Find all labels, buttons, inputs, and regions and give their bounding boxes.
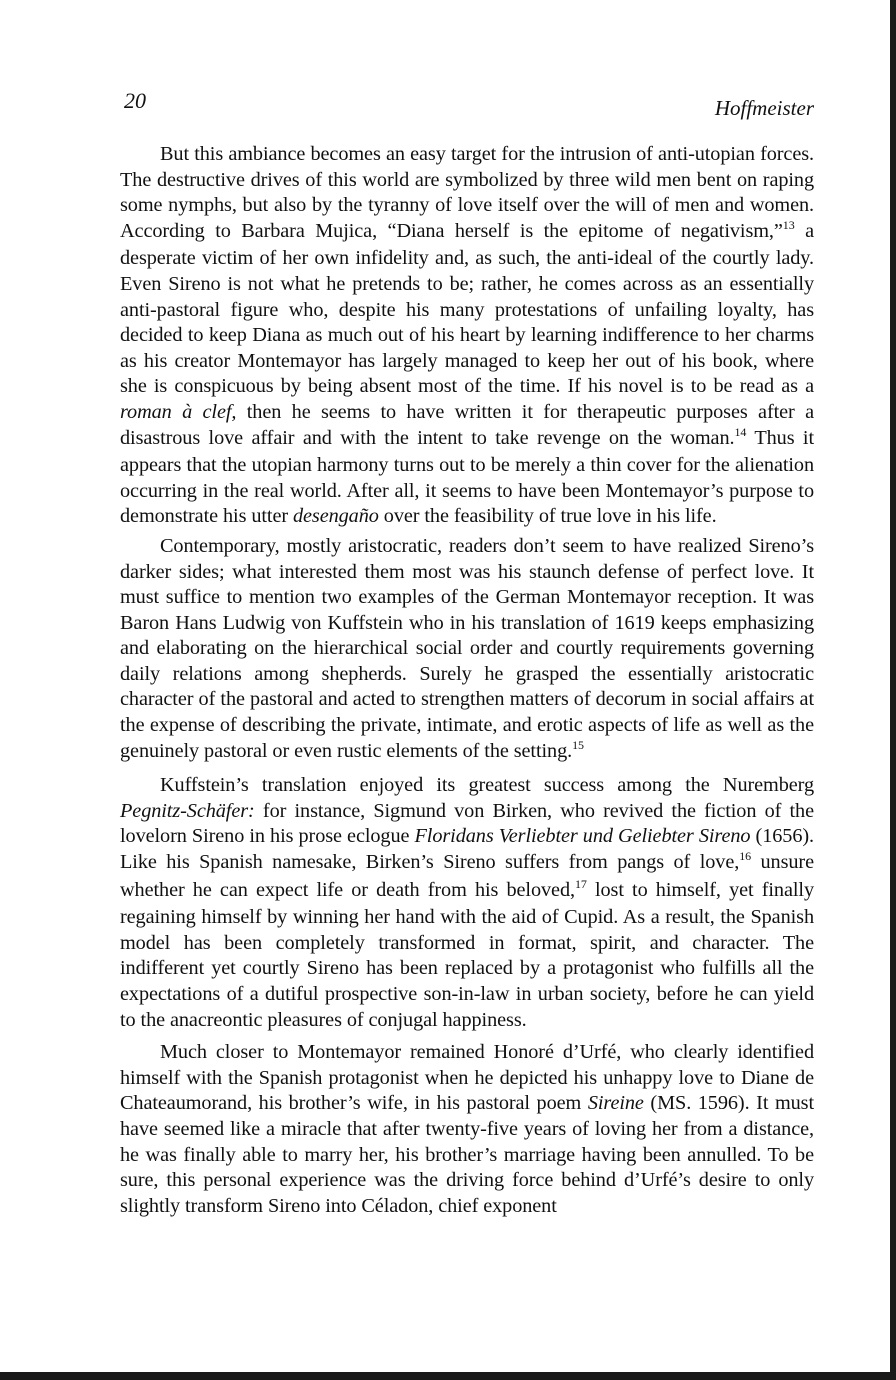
text-run: Contemporary, mostly aristocratic, readers don’t seem to have realized Sireno’s darker sides; what interested them most was his staunch defense of perfect love. It must suffice to mention two examples of the German Montemayor reception. It was Baron Hans Ludwig von Kuffstein who in his translation of 1619 keeps emphasizing and elaborating on the hierarchical social order and courtly requirements governing daily relations among shepherds. Surely he grasped the essentially aristocratic character of the pastoral and acted to strengthen matters of decorum in social affairs at the expense of describing the private, intimate, and erotic aspects of life as well as the genuinely pastoral or even rustic elements of the setting. (120, 534, 814, 762)
text-run: Kuffstein’s translation enjoyed its greatest success among the Nuremberg (160, 774, 814, 797)
paragraph (120, 1040, 814, 1219)
text-run: Thus it appears that the utopian harmony turns out to be merely a thin cover for the alienation occurring in the real world. After all, it seems to have been Montemayor’s purpose to demonstrate his utter (120, 426, 814, 528)
text-run: (1656). Like his Spanish namesake, Birken’s Sireno suffers from pangs of love, (120, 825, 814, 874)
text-run: (MS. 1596). It must have seemed like a miracle that after twenty-five years of loving her from a distance, he was finally able to marry her, his brother’s marriage having been annulled. To be sure, this personal experience was the driving force behind d’Urfé’s desire to only slightly transform Sireno into Céladon, chief exponent (120, 1092, 814, 1217)
running-head: Hoffmeister (714, 96, 814, 120)
body-text (120, 142, 814, 1219)
footnote-marker: 13 (782, 217, 795, 232)
text-run: Much closer to Montemayor remained Honoré d’Urfé, who clearly identified himself with the Spanish protagonist when he depicted his unhappy love to Diane de Chateaumorand, his brother’s wife, in his pastoral poem (120, 1041, 814, 1115)
text-run: over the feasibility of true love in his life. (378, 505, 717, 528)
text-run: But this ambiance becomes an easy target for the intrusion of anti-utopian forces. The destructive drives of this world are symbolized by three wild men bent on raping some nymphs, but also by the tyranny of love itself over the will of men and women. According to Barbara Mujica, “Diana herself is the epitome of negativism,” (120, 143, 814, 242)
text-run: unsure whether he can expect life or death from his beloved, (120, 851, 814, 901)
paragraph (120, 142, 814, 530)
footnote-marker: 16 (739, 849, 752, 864)
text-run: then he seems to have written it for therapeutic purposes after a disastrous love affair and with the intent to take revenge on the woman. (120, 400, 814, 449)
text-run: lost to himself, yet finally regaining himself by winning her hand with the aid of Cupid. As a result, the Spanish model has been completely transformed in format, spirit, and character. The indifferent yet courtly Sireno has been replaced by a protagonist who fulfills all the expectations of a dutiful prospective son-in-law in urban society, before he can yield to the anacreontic pleasures of conjugal happiness. (120, 878, 814, 1031)
page-number: 20 (124, 88, 146, 113)
italic-text: roman à clef, (120, 400, 237, 423)
text-run: for instance, Sigmund von Birken, who revived the fiction of the lovelorn Sireno in his prose eclogue (120, 799, 814, 848)
scan-edge-right (890, 0, 896, 1380)
text-run: a desperate victim of her own infidelity and, as such, the anti-ideal of the courtly lady. Even Sireno is not what he pretends to be; rather, he comes across as an essentially anti-pastoral figure who, despite his many protestations of unfailing loyalty, has decided to keep Diana as much out of his heart by learning indifference to her charms as his creator Montemayor has largely managed to keep her out of his book, where she is conspicuous by being absent most of the time. If his novel is to be read as a (120, 219, 815, 398)
scan-edge-bottom (0, 1372, 896, 1380)
italic-text: Sireine (587, 1092, 644, 1115)
italic-text: Floridans Verliebter und Geliebter Sireno (414, 825, 751, 848)
paragraph (120, 773, 814, 1033)
paragraph (120, 534, 814, 766)
footnote-marker: 14 (734, 424, 747, 439)
footnote-marker: 17 (574, 876, 587, 891)
footnote-marker: 15 (572, 737, 584, 752)
italic-text: desengaño (292, 505, 379, 528)
italic-text: Pegnitz-Schäfer: (120, 799, 255, 822)
